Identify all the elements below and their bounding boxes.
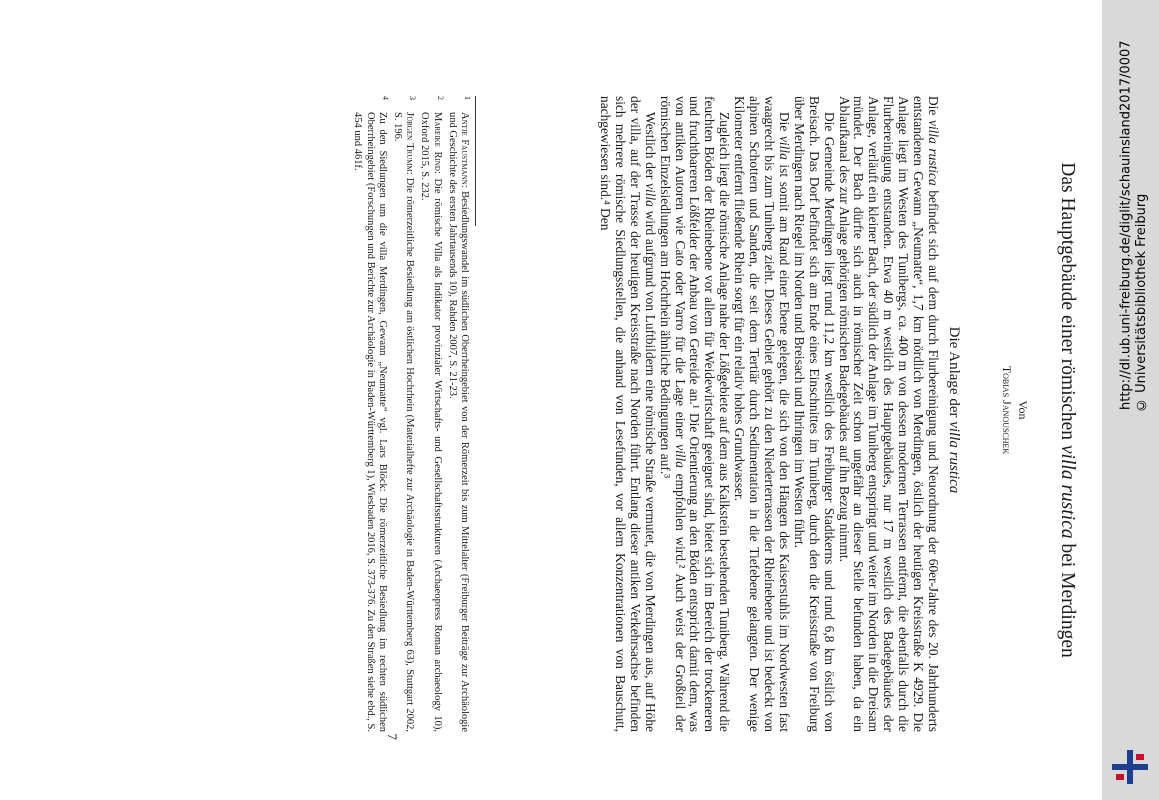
footnote-number: 2: [435, 96, 445, 100]
source-url-link[interactable]: http://dl.ub.uni-freiburg.de/diglit/schauinsland2017/0007: [1118, 40, 1134, 410]
footnote-author: Antje Faustmann:: [459, 112, 470, 188]
paragraph-text: Die: [926, 96, 941, 120]
paragraph-text: empfohlen wird.² Auch weist der Großteil der römischen Einzelsiedlungen am Hochrhein ähnliche Bedingungen auf.³: [657, 96, 688, 732]
body-paragraph: [836, 96, 940, 732]
footnote-text: Die römerzeitliche Besiedlung am östlichen Hochrhein (Materialhefte zur Archäologie in Baden-Württemberg 63), Stuttgart 2002, S. 196.: [391, 112, 416, 732]
footnote: [351, 96, 388, 732]
footnote-number: 1: [463, 96, 472, 100]
body-paragraph: [657, 96, 732, 732]
paragraph-italic: villa: [672, 444, 688, 468]
logo-accent-bottom: [1116, 774, 1124, 780]
body-paragraph: [731, 96, 791, 732]
paragraph-italic: villa: [642, 183, 658, 207]
footnotes: [348, 96, 470, 732]
paragraph-text: wird aufgrund von Luftbildern eine römische Straße vermutet, die von Merdingen aus, auf Höhe der villa, auf der Trasse der heutigen Kreisstraße nach Norden führt. Entlang dieser antiken Verkehrsachse befinden sich mehrere römische Siedlungsstellen, die anhand von Lesefunden, vor allem Konzentrationen von Bauschutt, nachgewiesen sind.⁴ Den: [598, 96, 658, 732]
footnote: [418, 96, 445, 732]
body-paragraph: [597, 96, 657, 732]
paragraph-text: Die: [776, 112, 792, 136]
paragraph-text: Die Gemeinde Merdingen liegt rund 11,2 km westlich des Freiburger Stadtkerns und rund 6,8 km östlich von Breisach. Das Dorf befindet sich am Ende eines Einschnittes im Tuniberg, durch den die Kreisstraße von Freiburg über Merdingen nach Riegel im Norden und Breisach und Ihringen im Westen führt.: [791, 96, 837, 732]
footnote-text: Die römische Villa als Indikator provinzialer Wirtschafts- und Gesellschaftsstrukturen (Archaeopress Roman archaeology 10), Oxford 2015, S. 232.: [419, 112, 443, 732]
footnote-text: Besiedlungswandel im südlichen Oberrheingebiet von der Römerzeit bis zum Mittelalter (Freiburger Beiträge zur Archäologie und Geschichte des ersten Jahrtausends 10), Rahden 2007, S. 21-23.: [446, 112, 470, 732]
footnote-divider: [475, 96, 476, 226]
footnote-text: Zu den Siedlungen um die villa Merdingen, Gewann „Neumatte“ vgl. Lars Blöck: Die römerzeitliche Besiedlung im rechten südlichen Oberrheingebiet (Forschungen und Berichte zur Archäologie in Baden-Württemberg 1), Wiesbaden 2016, S. 373-376. Zu den Straßen siehe ebd., S. 454 und 461f.: [352, 112, 388, 732]
section-heading: Die Anlage der villa rustica: [946, 326, 962, 494]
footnote-number: 4: [380, 96, 390, 100]
page-number: 7: [385, 733, 400, 740]
footnote: [446, 96, 470, 732]
body-paragraph: [791, 96, 836, 732]
paragraph-italic: villa: [776, 135, 792, 160]
footnote: [391, 96, 418, 732]
paragraph-text: Zugleich liegt die römische Anlage nahe der Lößgebiete auf dem aus Kalkstein bestehenden Tuniberg. Während die feuchten Böden der Rheinebene vor allem für Weidewirtschaft geeignet sind, bietet sich im Bereich der trockeneren und fruchtbareren Lößfelder der Anbau von Getreide an.¹ Die Orientierung an den Böden entspricht damit dem, was von antiken Autoren wie Cato oder Varro für die Lage einer: [672, 96, 733, 732]
ub-freiburg-logo-icon: [1108, 742, 1152, 792]
footnote-author: Jürgen Trumm:: [404, 112, 416, 175]
logo-bar-vertical: [1127, 750, 1133, 784]
footnote-author: Mareike Rind:: [431, 112, 443, 174]
paragraph-text: ist somit am Rand einer Ebene gelegen, die sich von den Hängen des Kaiserstuhls im Nordwesten fast waagrecht bis zum Tuniberg zieht. Dieses Gebiet gehört zu den Niederterrassen der Rheinebene und ist bedeckt von alpinen Schottern und Sanden, die seit dem Tertiär durch Sedimentation in die Tiefebene gelangten. Der wenige Kilometer entfernt fließende Rhein sorgt für ein relativ hohes Grundwasser.: [732, 96, 792, 732]
footnote-number: 3: [408, 96, 418, 100]
copyright-notice: © Universitätsbibliothek Freiburg: [1134, 193, 1149, 412]
byline-von: Von: [1016, 400, 1030, 420]
article-title: Das Hauptgebäude einer römischen villa rustica bei Merdingen: [1057, 162, 1078, 658]
paragraph-italic: villa rustica: [926, 120, 941, 186]
body-text: [597, 96, 940, 732]
author-name: Tobias Janouschek: [1000, 365, 1014, 455]
paragraph-text: befindet sich auf dem durch Flurbereinigung und Neuordnung der 60er-Jahre des 20. Jahrhunderts entstandenen Gewann „Neumatte“, 1,7 km nördlich von Merdingen, östlich der heutigen Kreisstraße K 4929. Die Anlage liegt im Westen des Tunibergs, ca. 400 m von dessen modernen Terrassen entfernt, die ebenfalls durch die Flurbereinigung entstanden. Etwa 40 m westlich des Hauptgebäudes, nur 17 m westlich des Badegebäudes der Anlage, verläuft ein kleiner Bach, der südlich der Anlage im Tuniberg entspringt und weiter im Norden in die Dreisam mündet. Der Bach dürfte sich auch in römischer Zeit schon ungefähr an dieser Stelle befunden haben, da ein Ablaufkanal des zur Anlage gehörigen römischen Badegebäudes auf ihn Bezug nimmt.: [836, 96, 941, 732]
logo-accent-top: [1136, 754, 1144, 760]
paragraph-text: Westlich der: [642, 112, 658, 184]
